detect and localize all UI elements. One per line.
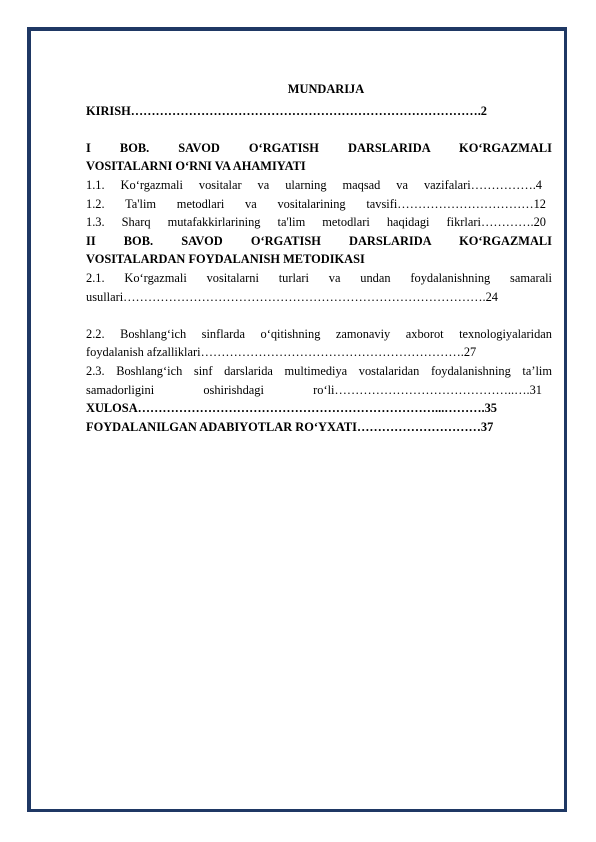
spacer xyxy=(86,120,552,139)
toc-title: MUNDARIJA xyxy=(287,82,365,96)
toc-chapter-2-heading-line-1: II BOB. SAVOD O‘RGATISH DARSLARIDA KO‘RGAZMALI xyxy=(86,233,552,248)
toc-entry-1-2: 1.2. Ta'lim metodlari va vositalarining tavsifi……………………………12 xyxy=(86,196,546,211)
table-of-contents xyxy=(86,80,552,436)
toc-entry-2-1-line-2: usullari…………………………………………………………………………….24 xyxy=(86,289,498,304)
toc-entry-references: FOYDALANILGAN ADABIYOTLAR RO‘YXATI…………………………37 xyxy=(86,419,494,434)
toc-entry-1-1: 1.1. Ko‘rgazmali vositalar va ularning maqsad va vazifalari…………….4 xyxy=(86,177,542,192)
toc-entry-2-3-line-1: 2.3. Boshlang‘ich sinf darslarida multimediya vostalaridan foydalanishning ta’lim xyxy=(86,363,552,378)
toc-chapter-1-heading-line-2: VOSITALARNI O‘RNI VA AHAMIYATI xyxy=(86,159,306,174)
toc-entry-intro: KIRISH………………………………………………………………………….2 xyxy=(86,103,487,118)
toc-entry-2-3-line-2: samadorligini oshirishdagi ro‘li……………………………………..….31 xyxy=(86,382,542,397)
toc-chapter-1-heading-line-1: I BOB. SAVOD O‘RGATISH DARSLARIDA KO‘RGAZMALI xyxy=(86,140,552,155)
spacer xyxy=(86,306,552,325)
toc-entry-conclusion: XULOSA………………………………………………………………...……….35 xyxy=(86,401,497,416)
toc-entry-2-1-line-1: 2.1. Ko‘rgazmali vositalarni turlari va undan foydalanishning samarali xyxy=(86,270,552,285)
toc-chapter-2-heading-line-2: VOSITALARDAN FOYDALANISH METODIKASI xyxy=(86,252,365,267)
toc-entry-2-2-line-1: 2.2. Boshlang‘ich sinflarda o‘qitishning zamonaviy axborot texnologiyalaridan xyxy=(86,326,552,341)
toc-entry-2-2-line-2: foydalanish afzalliklari……………………………………………………….27 xyxy=(86,345,477,360)
toc-entry-1-3: 1.3. Sharq mutafakkirlarining ta'lim metodlari haqidagi fikrlari………….20 xyxy=(86,215,546,230)
